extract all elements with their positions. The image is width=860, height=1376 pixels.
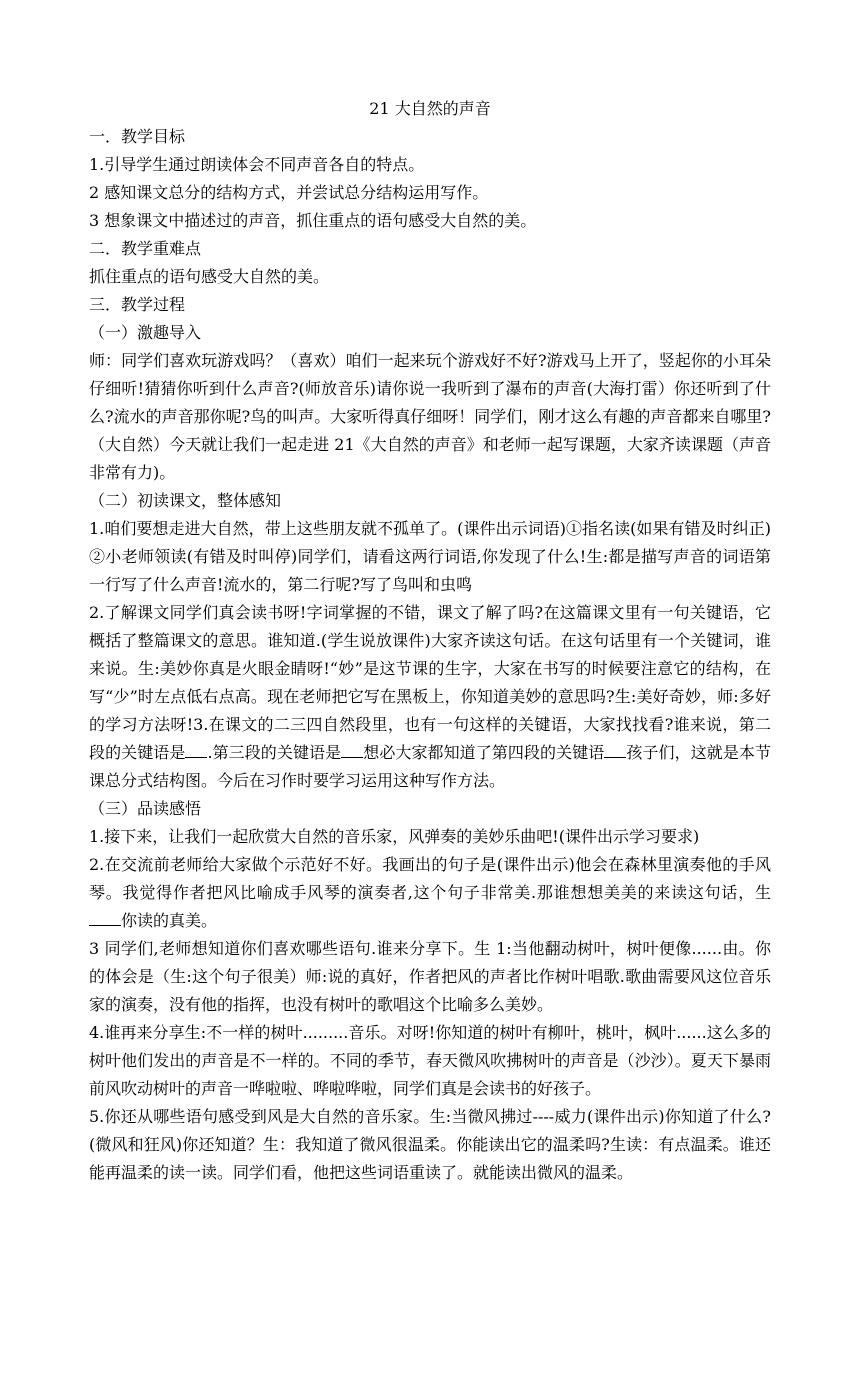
part2-heading: （二）初读课文，整体感知 xyxy=(89,491,282,510)
goal-3: 3 想象课文中描述过的声音，抓住重点的语句感受大自然的美。 xyxy=(89,211,537,230)
part3-paragraph-2 xyxy=(89,851,771,935)
key-points-text: 抓住重点的语句感受大自然的美。 xyxy=(89,267,330,286)
part1-text: 师：同学们喜欢玩游戏吗？（喜欢）咱们一起来玩个游戏好不好?游戏马上开了，竖起你的小耳朵仔细听!猜猜你听到什么声音?(师放音乐)请你说一我听到了瀑布的声音(大海打雷）你还听到了什么?流水的声音那你呢?鸟的叫声。大家听得真仔细呀！同学们，刚才这么有趣的声音都来自哪里?（大自然）今天就让我们一起走进 21《大自然的声音》和老师一起写课题，大家齐读课题（声音非常有力)。 xyxy=(89,351,771,482)
part2-p2-text-d: 孩子们，这就是本节课总分式结构图。今后在习作时要学习运用这种写作方法。 xyxy=(89,743,771,790)
goals-heading: 一．教学目标 xyxy=(89,127,186,146)
fill-blank xyxy=(604,739,626,758)
part3-p2-text-a: 2.在交流前老师给大家做个示范好不好。我画出的句子是(课件出示)他会在森林里演奏他的手风琴。我觉得作者把风比喻成手风琴的演奏者,这个句子非常美.那谁想想美美的来读这句话，生 xyxy=(89,855,771,902)
part3-paragraph-4: 4.谁再来分享生:不一样的树叶.........音乐。对呀!你知道的树叶有柳叶，桃叶，枫叶......这么多的树叶他们发出的声音是不一样的。不同的季节，春天微风吹拂树叶的声音是（沙沙）。夏天下暴雨前风吹动树叶的声音一哗啦啦、哗啦哗啦，同学们真是会读书的好孩子。 xyxy=(89,1023,771,1098)
part1-heading: （一）激趣导入 xyxy=(89,323,202,342)
goal-1: 1.引导学生通过朗读体会不同声音各自的特点。 xyxy=(89,155,425,174)
part2-p2-text-c: 想必大家都知道了第四段的关键语 xyxy=(363,743,605,762)
part3-paragraph-3: 3 同学们,老师想知道你们喜欢哪些语句.谁来分享下。生 1:当他翻动树叶，树叶便像......由。你的体会是（生:这个句子很美）师:说的真好，作者把风的声者比作树叶唱歌.歌曲需要风这位音乐家的演奏，没有他的指挥，也没有树叶的歌唱这个比喻多么美妙。 xyxy=(89,939,771,1014)
document-title: 21 大自然的声音 xyxy=(369,99,491,118)
fill-blank xyxy=(89,907,121,926)
part2-paragraph-2 xyxy=(89,599,771,795)
key-points-heading: 二．教学重难点 xyxy=(89,239,202,258)
part2-p2-text-b: .第三段的关键语是 xyxy=(207,743,342,762)
part3-heading: （三）品读感悟 xyxy=(89,799,202,818)
part2-paragraph-1: 1.咱们要想走进大自然，带上这些朋友就不孤单了。(课件出示词语)①指名读(如果有错及时纠正)②小老师领读(有错及时叫停)同学们，请看这两行词语,你发现了什么!生:都是描写声音的词语第一行写了什么声音!流水的，第二行呢?写了鸟叫和虫鸣 xyxy=(89,519,771,594)
goal-2: 2 感知课文总分的结构方式，并尝试总分结构运用写作。 xyxy=(89,183,489,202)
fill-blank xyxy=(185,739,207,758)
document-page xyxy=(89,95,771,1187)
fill-blank xyxy=(341,739,363,758)
part3-p2-text-b: 你读的真美。 xyxy=(121,911,218,930)
part2-p2-text-a: 2.了解课文同学们真会读书呀!字词掌握的不错，课文了解了吗?在这篇课文里有一句关键语，它概括了整篇课文的意思。谁知道.(学生说放课件)大家齐读这句话。在这句话里有一个关键词，谁来说。生:美妙你真是火眼金睛呀!“妙”是这节课的生字，大家在书写的时候要注意它的结构，在写“少”时左点低右点高。现在老师把它写在黑板上，你知道美妙的意思吗?生:美好奇妙，师:多好的学习方法呀!3.在课文的二三四自然段里，也有一句这样的关键语，大家找找看?谁来说，第二段的关键语是 xyxy=(89,603,771,762)
part3-paragraph-5: 5.你还从哪些语句感受到风是大自然的音乐家。生:当微风拂过----威力(课件出示)你知道了什么?(微风和狂风)你还知道？生：我知道了微风很温柔。你能读出它的温柔吗?生读：有点温柔。谁还能再温柔的读一读。同学们看，他把这些词语重读了。就能读出微风的温柔。 xyxy=(89,1107,771,1182)
process-heading: 三．教学过程 xyxy=(89,295,186,314)
part3-paragraph-1: 1.接下来，让我们一起欣赏大自然的音乐家，风弹奏的美妙乐曲吧!(课件出示学习要求) xyxy=(89,827,700,846)
